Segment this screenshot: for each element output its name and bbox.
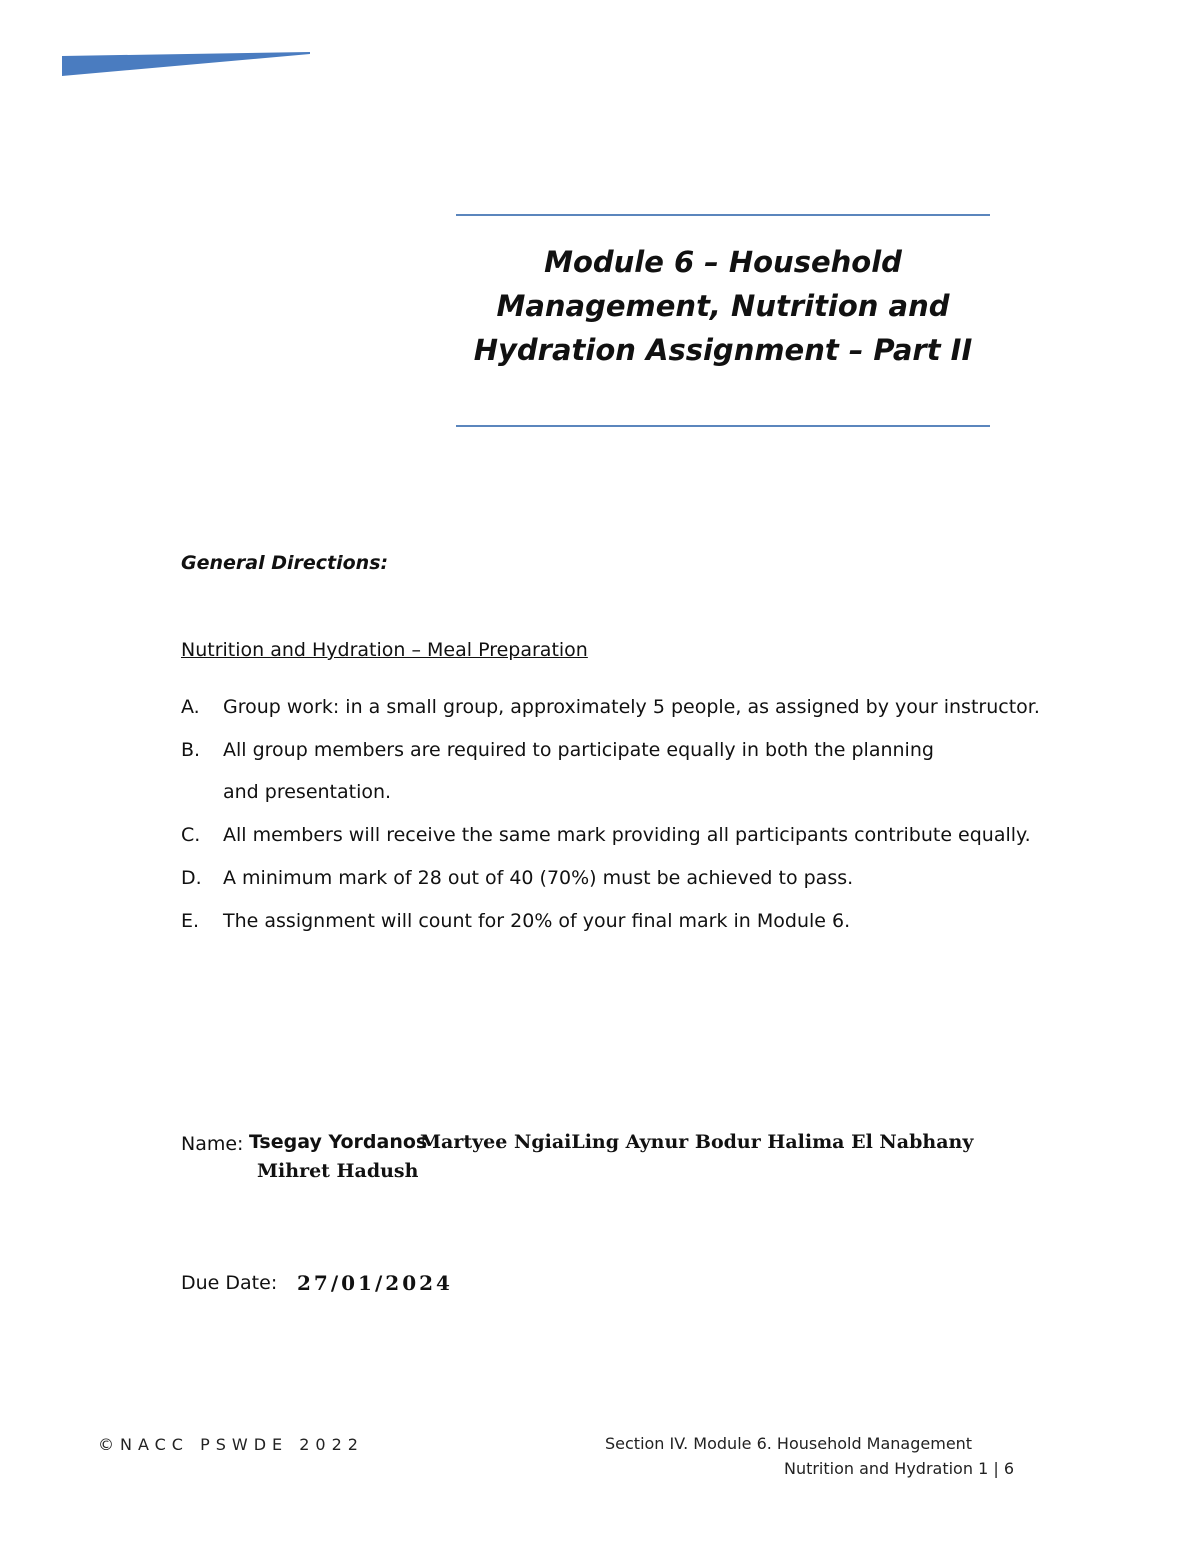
footer-section-line1: Section IV. Module 6. Household Management bbox=[605, 1434, 973, 1453]
name-value-line1: Martyee NgiaiLing Aynur Bodur Halima El Nabhany bbox=[420, 1131, 974, 1153]
title-block bbox=[456, 214, 990, 428]
list-item bbox=[181, 910, 1081, 932]
list-item-text: The assignment will count for 20% of your final mark in Module 6. bbox=[223, 910, 851, 932]
list-item bbox=[181, 824, 1081, 846]
title-top-rule bbox=[456, 214, 990, 216]
page-title: Module 6 – Household Management, Nutrition and Hydration Assignment – Part II bbox=[473, 245, 973, 367]
due-date-label: Due Date: bbox=[181, 1272, 278, 1294]
list-item bbox=[181, 867, 1081, 889]
list-marker: E. bbox=[181, 910, 200, 932]
list-marker: D. bbox=[181, 867, 202, 889]
list-item-text: All members will receive the same mark providing all participants contribute equally. bbox=[223, 824, 1031, 846]
header-wedge-icon bbox=[62, 52, 310, 76]
list-item bbox=[181, 739, 1081, 803]
list-item-text: A minimum mark of 28 out of 40 (70%) must be achieved to pass. bbox=[223, 867, 854, 889]
general-directions-heading: General Directions: bbox=[181, 552, 389, 574]
list-item bbox=[181, 696, 1081, 718]
footer-section-line2: Nutrition and Hydration 1 | 6 bbox=[783, 1459, 1014, 1478]
title-bottom-rule bbox=[456, 425, 990, 427]
list-marker: B. bbox=[181, 739, 201, 761]
list-item-text-continued: and presentation. bbox=[223, 781, 392, 803]
footer-copyright: ©NACC PSWDE 2022 bbox=[98, 1435, 364, 1454]
list-marker: C. bbox=[181, 824, 201, 846]
name-value-first: Tsegay Yordanos bbox=[249, 1131, 428, 1153]
name-label: Name: bbox=[181, 1133, 244, 1155]
name-value-line2: Mihret Hadush bbox=[257, 1160, 419, 1182]
section-heading: Nutrition and Hydration – Meal Preparation bbox=[181, 639, 588, 661]
directions-list bbox=[181, 696, 1081, 953]
list-item-text: All group members are required to participate equally in both the planning bbox=[223, 739, 934, 761]
due-date-value: 27/01/2024 bbox=[297, 1271, 453, 1295]
list-marker: A. bbox=[181, 696, 200, 718]
list-item-text: Group work: in a small group, approximately 5 people, as assigned by your instructor. bbox=[223, 696, 1040, 718]
